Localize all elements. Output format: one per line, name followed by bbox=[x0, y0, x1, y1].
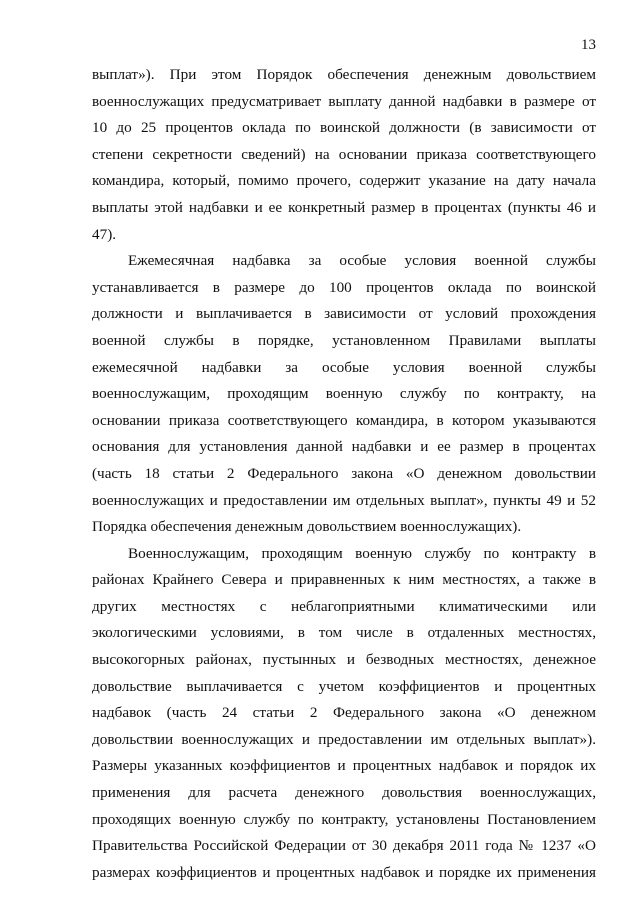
text-line: надбавок (часть 24 статьи 2 Федерального закона «О денежном bbox=[92, 704, 596, 722]
text-line: основании приказа соответствующего командира, в котором указываются bbox=[92, 411, 596, 429]
text-line: военнослужащих предусматривает выплату данной надбавки в размере от bbox=[92, 92, 596, 110]
text-line: высокогорных районах, пустынных и безводных местностях, денежное bbox=[92, 651, 596, 669]
text-line: проходящих военную службу по контракту, установлены Постановлением bbox=[92, 810, 596, 828]
text-line: выплаты этой надбавки и ее конкретный размер в процентах (пункты 46 и bbox=[92, 198, 596, 216]
text-line: довольствии военнослужащих и предоставлении им отдельных выплат»). bbox=[92, 730, 596, 748]
text-line: выплат»). При этом Порядок обеспечения денежным довольствием bbox=[92, 66, 596, 83]
text-line: (часть 18 статьи 2 Федерального закона «О денежном довольствии bbox=[92, 464, 596, 482]
text-line: Ежемесячная надбавка за особые условия военной службы bbox=[128, 252, 596, 270]
text-line: Военнослужащим, проходящим военную службу по контракту в bbox=[128, 544, 596, 562]
page-number: 13 bbox=[581, 37, 596, 53]
text-line: экологическими условиями, в том числе в отдаленных местностях, bbox=[92, 624, 596, 642]
text-line: ежемесячной надбавки за особые условия военной службы bbox=[92, 358, 596, 376]
text-line: других местностях с неблагоприятными климатическими или bbox=[92, 597, 596, 615]
text-line: военнослужащим, проходящим военную службу по контракту, на bbox=[92, 385, 596, 403]
text-line: Порядка обеспечения денежным довольствием военнослужащих). bbox=[92, 518, 522, 536]
text-line: военной службы в порядке, установленном Правилами выплаты bbox=[92, 331, 596, 349]
text-line: применения для расчета денежного довольствия военнослужащих, bbox=[92, 784, 596, 802]
text-line: 47). bbox=[92, 225, 117, 243]
text-line: Размеры указанных коэффициентов и процентных надбавок и порядок их bbox=[92, 757, 596, 775]
text-line: районах Крайнего Севера и приравненных к ним местностях, а также в bbox=[92, 571, 596, 589]
text-line: размерах коэффициентов и процентных надбавок и порядке их применения bbox=[92, 863, 596, 881]
text-line: 10 до 25 процентов оклада по воинской должности (в зависимости от bbox=[92, 119, 596, 137]
text-line: довольствие выплачивается с учетом коэффициентов и процентных bbox=[92, 677, 596, 695]
body-text bbox=[92, 62, 596, 886]
text-line: должности и выплачивается в зависимости от условий прохождения bbox=[92, 305, 596, 323]
text-line: командира, который, помимо прочего, содержит указание на дату начала bbox=[92, 172, 596, 190]
text-line: Правительства Российской Федерации от 30 декабря 2011 года № 1237 «О bbox=[92, 837, 596, 855]
text-line: устанавливается в размере до 100 процентов оклада по воинской bbox=[92, 278, 596, 296]
text-line: военнослужащих и предоставлении им отдельных выплат», пункты 49 и 52 bbox=[92, 491, 596, 509]
text-line: степени секретности сведений) на основании приказа соответствующего bbox=[92, 145, 596, 163]
text-line: основания для установления данной надбавки и ее размер в процентах bbox=[92, 438, 596, 456]
